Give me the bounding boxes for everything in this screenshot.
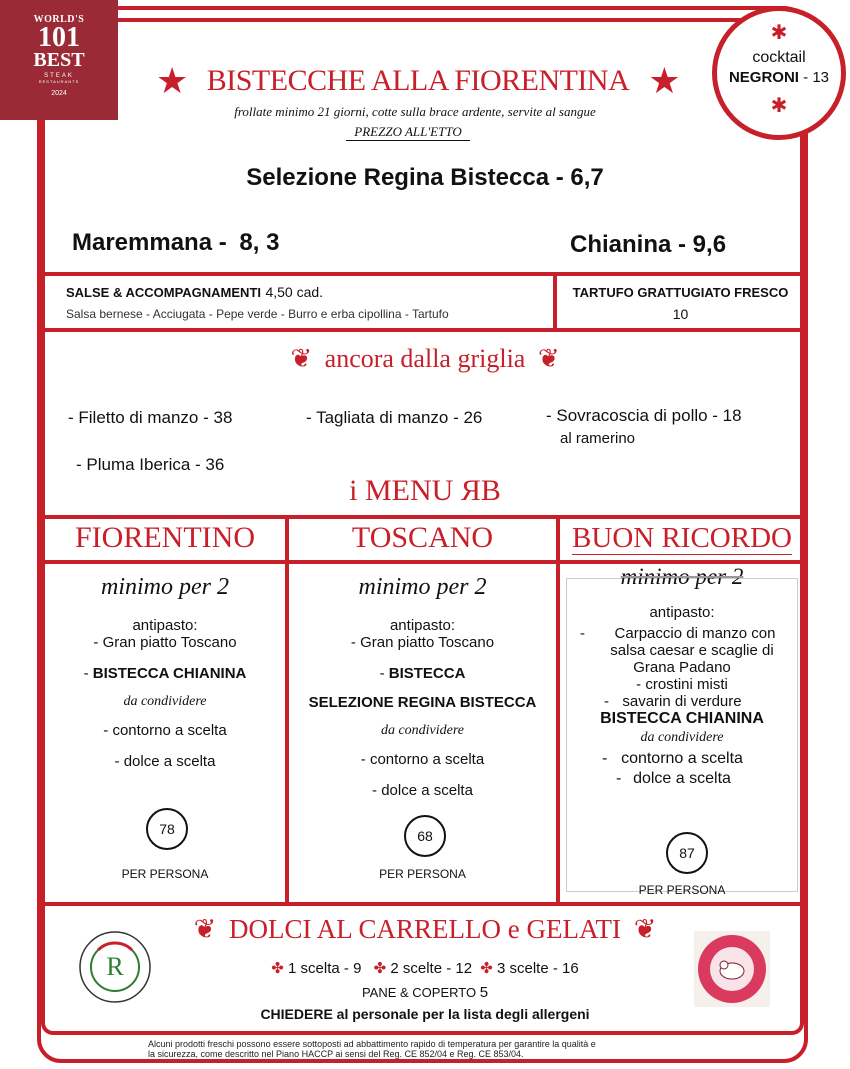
cocktail-name: NEGRONI [728, 69, 799, 86]
divider [41, 272, 804, 276]
asterisk-icon: ✱ [770, 22, 788, 44]
dolci-option: 3 scelte - 16 [496, 960, 579, 977]
title-text: BISTECCHE ALLA FIORENTINA [206, 64, 630, 97]
steak-maremmana [72, 229, 279, 257]
menu-text: contorno a scelta [621, 750, 743, 767]
menu-name-buon-ricordo-wrap [560, 522, 804, 555]
menu-fiorentino [45, 574, 285, 770]
per-person: PER PERSONA [121, 867, 209, 881]
menu-bold: BISTECCA CHIANINA [92, 665, 247, 682]
svg-text:R: R [106, 952, 124, 981]
page-title [148, 60, 688, 102]
menu-dash: - [616, 770, 622, 787]
menu-line: salsa caesar e scaglie di [610, 642, 774, 659]
cocktail-price: - 13 [803, 69, 830, 86]
truffle-price: 10 [672, 306, 689, 322]
steak-regina: Selezione Regina Bistecca - 6,7 [246, 164, 604, 191]
maremmana-price: 8, 3 [239, 229, 280, 256]
heart-icon: ❦ [633, 914, 657, 944]
menu-price: 87 [666, 832, 708, 874]
menu-text: Carpaccio di manzo con [614, 625, 776, 642]
subtitle: frollate minimo 21 giorni, cotte sulla brace ardente, servite al sangue [234, 104, 596, 119]
dolci-option: 2 scelte - 12 [390, 960, 473, 977]
menu-line [566, 750, 798, 768]
badge-year: 2024 [51, 90, 67, 97]
heart-icon: ❦ [193, 914, 217, 944]
divider [41, 328, 804, 332]
menu-dash: - [602, 750, 608, 767]
per-person: PER PERSONA [379, 867, 466, 881]
menu-dash: - [580, 625, 585, 642]
menu-line [566, 693, 798, 710]
grill-title: ancora dalla griglia [324, 344, 526, 373]
menu-text: dolce a scelta [633, 770, 731, 787]
menu-minimum: minimo per 2 [101, 574, 229, 600]
menu-text: savarin di verdure [622, 693, 742, 710]
truffle-box [557, 285, 804, 322]
menu-line: da condividere [123, 694, 207, 709]
star-icon: ★ [155, 61, 188, 101]
menu-line: - contorno a scelta [360, 751, 485, 768]
divider [556, 515, 560, 906]
pane-price: 5 [479, 984, 489, 1001]
dolci-title: DOLCI AL CARRELLO e GELATI [229, 914, 621, 944]
menu-minimum: minimo per 2 [620, 564, 744, 589]
menu-price: 78 [146, 808, 188, 850]
grill-item-note: al ramerino [560, 430, 636, 447]
dolci-option: 1 scelta - 9 [288, 960, 362, 977]
divider [41, 902, 804, 906]
menu-line: antipasto: [389, 617, 456, 634]
allergens-note: CHIEDERE al personale per la lista degli allergeni [260, 1006, 590, 1022]
cocktail-line [717, 69, 841, 86]
grill-item: - Sovracoscia di pollo - 18 [546, 406, 742, 425]
grill-item: - Tagliata di manzo - 26 [306, 408, 483, 427]
menu-line: Grana Padano [633, 659, 731, 676]
menu-minimum: minimo per 2 [358, 574, 487, 600]
menu-toscano [289, 574, 556, 799]
grill-item: - Pluma Iberica - 36 [76, 455, 225, 474]
menu-line: da condividere [640, 730, 724, 745]
worlds-101-best-badge [0, 0, 118, 120]
clover-icon: ✤ [271, 960, 284, 977]
buon-ricordo-logo [78, 930, 152, 1004]
star-icon: ★ [648, 61, 681, 101]
menu-line [566, 770, 798, 788]
menu-line: antipasto: [132, 617, 198, 634]
price-note: PREZZO ALL'ETTO [346, 124, 470, 141]
heart-icon: ❦ [537, 344, 560, 373]
menus-title: i MENU ЯB [349, 474, 501, 507]
badge-line1: WORLD'S [33, 14, 85, 25]
maremmana-name: Maremmana - [72, 229, 227, 256]
sauces-price: 4,50 cad. [265, 284, 324, 300]
regina-bistecca-logo [694, 931, 770, 1007]
menu-dash: - [83, 665, 93, 682]
heart-icon: ❦ [290, 344, 313, 373]
menu-dash: - [604, 693, 609, 710]
menu-line: - Gran piatto Toscano [350, 634, 495, 651]
steak-chianina: Chianina - 9,6 [570, 231, 727, 258]
grill-heading [0, 344, 850, 374]
clover-icon: ✤ [373, 960, 387, 977]
menu-name-fiorentino: FIORENTINO [75, 521, 255, 554]
menu-line: - contorno a scelta [103, 722, 227, 739]
menu-line: - crostini misti [636, 676, 728, 693]
footer-note [148, 1039, 596, 1059]
menu-bold: SELEZIONE REGINA BISTECCA [308, 694, 537, 711]
sauces-label: SALSE & ACCOMPAGNAMENTI [66, 285, 261, 300]
divider [41, 515, 804, 519]
menu-buon-ricordo [566, 564, 798, 788]
menu-line [289, 665, 556, 682]
per-person: PER PERSONA [638, 883, 726, 897]
menu-line: - dolce a scelta [372, 782, 473, 799]
cocktail-label: cocktail [752, 49, 806, 66]
badge-number: 101 [38, 22, 80, 53]
menu-line [45, 665, 285, 682]
badge-restaurants: RESTAURANTS [38, 79, 80, 84]
menu-line: da condividere [380, 723, 465, 738]
menu-bold: BISTECCA CHIANINA [600, 710, 764, 727]
truffle-label: TARTUFO GRATTUGIATO FRESCO [572, 285, 789, 300]
badge-steak: STEAK [44, 73, 74, 79]
pane-label: PANE & COPERTO [361, 985, 477, 1000]
menu-name-toscano: TOSCANO [351, 521, 494, 554]
menu-line: - Gran piatto Toscano [93, 634, 237, 651]
menu-line: - dolce a scelta [114, 753, 216, 770]
menu-name-buon-ricordo: BUON RICORDO [572, 522, 792, 554]
badge-best: BEST [33, 49, 85, 71]
clover-icon: ✤ [480, 960, 493, 977]
footer-line: Alcuni prodotti freschi possono essere sottoposti ad abbattimento rapido di temperatura per garantire la qualità e [148, 1039, 596, 1049]
footer-line: la sicurezza, come descritto nel Piano HACCP ai sensi del Reg. CE 852/04 e Reg. CE 853/04. [148, 1049, 524, 1059]
menu-dash: - [379, 665, 389, 682]
menu-bold: BISTECCA [388, 665, 466, 682]
sauces-heading [66, 284, 323, 302]
grill-item: - Filetto di manzo - 38 [68, 408, 233, 427]
menu-line: antipasto: [649, 604, 715, 621]
sauces-list: Salsa bernese - Acciugata - Pepe verde - Burro e erba cipollina - Tartufo [66, 307, 449, 321]
asterisk-icon: ✱ [770, 95, 788, 117]
cocktail-badge [712, 6, 846, 140]
menu-price: 68 [404, 815, 446, 857]
menu-line [566, 625, 798, 642]
